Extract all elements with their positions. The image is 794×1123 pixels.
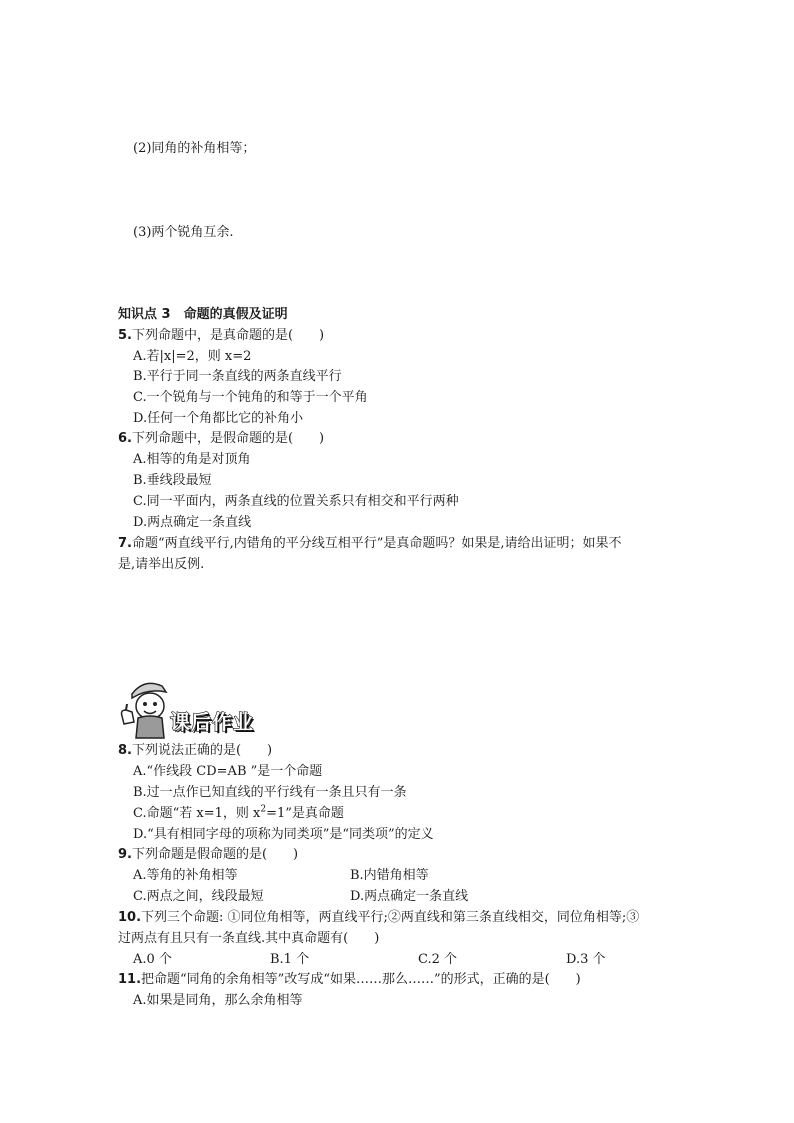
question-8-stem [118, 742, 272, 760]
question-text: 下列三个命题: ①同位角相等，两直线平行;②两直线和第三条直线相交，同位角相等;③ [141, 910, 640, 925]
item-q3: (3)两个锐角互余. [133, 225, 234, 240]
question-text: 下列命题中，是真命题的是( ) [131, 328, 325, 343]
q8-option-c [133, 805, 344, 823]
question-number: 9. [118, 847, 132, 862]
q8-option-c-pre: C.命题“若 x=1，则 x [133, 806, 261, 821]
q8-option-c-exponent: 2 [260, 804, 267, 815]
question-number: 7. [118, 536, 132, 551]
q10-option-a: A.0 个 [133, 952, 172, 967]
question-10-line2: 过两点有且只有一条直线.其中真命题有( ) [118, 931, 380, 946]
q8-option-a: A.“作线段 CD=AB ”是一个命题 [133, 764, 323, 779]
q11-option-a: A.如果是同角，那么余角相等 [133, 993, 303, 1008]
q9-option-a: A.等角的补角相等 [133, 868, 238, 883]
q10-option-d: D.3 个 [566, 952, 606, 967]
cartoon-boy-icon [118, 676, 178, 740]
question-text: 命题“两直线平行,内错角的平分线互相平行”是真命题吗？如果是,请给出证明；如果不 [131, 536, 622, 551]
homework-banner [118, 676, 286, 740]
question-7-line2: 是,请举出反例. [118, 557, 205, 572]
q10-option-c: C.2 个 [418, 952, 458, 967]
q5-option-d: D.任何一个角都比它的补角小 [133, 411, 304, 426]
q6-option-a: A.相等的角是对顶角 [133, 452, 251, 467]
question-10-line1 [118, 909, 639, 927]
question-7-line1 [118, 535, 622, 553]
question-number: 11. [118, 972, 142, 987]
question-text: 下列说法正确的是( ) [131, 743, 273, 758]
q5-option-b: B.平行于同一条直线的两条直线平行 [133, 369, 342, 384]
question-9-stem [118, 846, 298, 864]
q8-option-b: B.过一点作已知直线的平行线有一条且只有一条 [133, 785, 407, 800]
question-number: 10. [118, 910, 142, 925]
q6-option-b: B.垂线段最短 [133, 473, 212, 488]
q8-option-d: D.“具有相同字母的项称为同类项”是“同类项”的定义 [133, 827, 434, 842]
q5-option-a: A.若|x|=2，则 x=2 [133, 349, 252, 364]
q5-option-c: C.一个锐角与一个钝角的和等于一个平角 [133, 390, 368, 405]
q9-option-b: B.内错角相等 [350, 868, 429, 883]
question-number: 8. [118, 743, 132, 758]
question-6-stem [118, 430, 324, 448]
section-heading: 知识点 3 命题的真假及证明 [118, 307, 288, 322]
homework-title: 课后作业 [170, 710, 254, 734]
question-5-stem [118, 327, 324, 345]
q6-option-d: D.两点确定一条直线 [133, 515, 252, 530]
question-text: 下列命题中，是假命题的是( ) [131, 431, 325, 446]
item-q2: (2)同角的补角相等； [133, 141, 256, 156]
q9-option-c: C.两点之间，线段最短 [133, 889, 264, 904]
q6-option-c: C.同一平面内，两条直线的位置关系只有相交和平行两种 [133, 494, 459, 509]
question-text: 把命题“同角的余角相等”改写成“如果……那么……”的形式，正确的是( ) [141, 972, 581, 987]
question-number: 6. [118, 431, 132, 446]
q10-option-b: B.1 个 [270, 952, 310, 967]
question-number: 5. [118, 328, 132, 343]
q9-option-d: D.两点确定一条直线 [350, 889, 469, 904]
q8-option-c-post: =1”是真命题 [266, 806, 344, 821]
question-text: 下列命题是假命题的是( ) [131, 847, 299, 862]
question-11-stem [118, 971, 581, 989]
